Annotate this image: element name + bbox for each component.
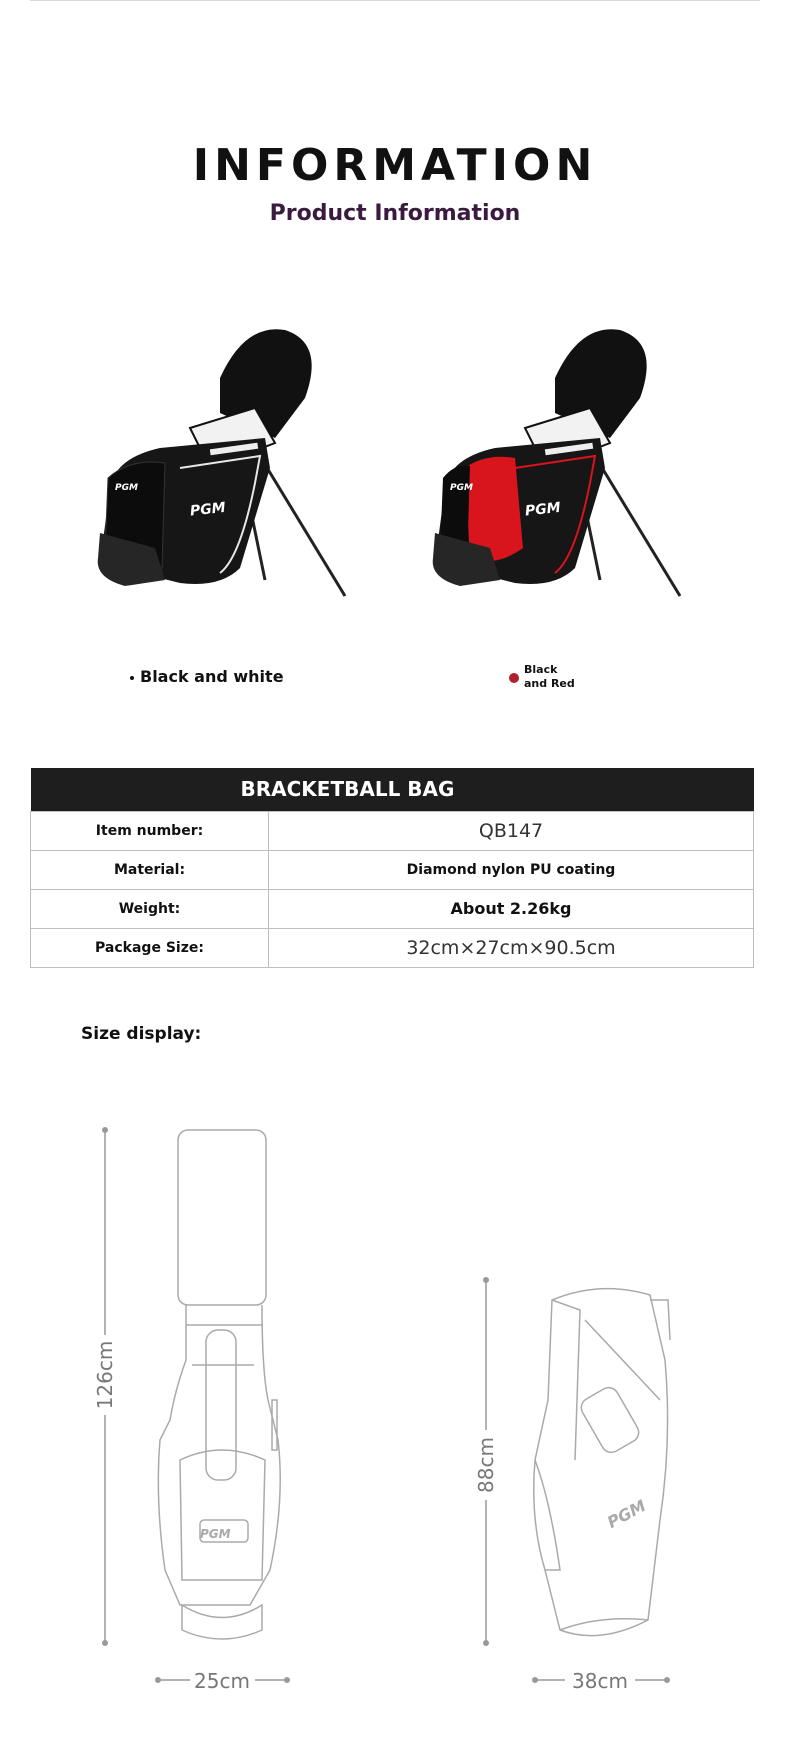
spec-value: About 2.26kg: [269, 889, 754, 928]
table-row: [31, 850, 754, 889]
side-width-label: 38cm: [572, 1669, 628, 1693]
golf-bag-black-red-image: [405, 318, 705, 618]
pgm-logo-outline: PGM: [200, 1527, 231, 1541]
pgm-logo-small: PGM: [450, 483, 473, 493]
spec-value: Diamond nylon PU coating: [269, 850, 754, 889]
side-height-dimension: [473, 1277, 499, 1646]
spec-value: QB147: [269, 811, 754, 850]
spec-value: 32cm×27cm×90.5cm: [269, 928, 754, 967]
size-display-heading: Size display:: [81, 1024, 202, 1044]
size-diagram: [0, 1100, 790, 1761]
pgm-logo-outline-side: PGM: [604, 1496, 649, 1532]
pgm-logo: PGM: [524, 499, 562, 520]
color-option-black-red: [524, 663, 575, 691]
spec-table: [30, 768, 754, 968]
page-title: INFORMATION: [192, 140, 598, 191]
side-width-dimension: [532, 1669, 670, 1693]
spec-key: Item number:: [31, 811, 269, 850]
bullet-dot-icon: [130, 676, 134, 680]
color-option-black-white: [130, 667, 284, 686]
front-height-label: 126cm: [93, 1340, 117, 1410]
front-width-label: 25cm: [194, 1669, 250, 1693]
color-option-label-line2: and Red: [524, 677, 575, 690]
side-height-label: 88cm: [474, 1437, 498, 1493]
pgm-logo-small: PGM: [115, 483, 138, 493]
front-height-dimension: [92, 1127, 118, 1646]
side-bag-outline: [534, 1289, 670, 1636]
color-option-label: Black and white: [140, 667, 284, 686]
golf-bag-black-white-image: [70, 318, 370, 618]
front-bag-outline: [158, 1130, 280, 1639]
red-swatch-dot: [509, 673, 519, 683]
front-width-dimension: [155, 1669, 290, 1693]
table-row: [31, 811, 754, 850]
color-option-label-line1: Black: [524, 663, 558, 676]
pgm-logo: PGM: [189, 499, 227, 520]
spec-key: Material:: [31, 850, 269, 889]
spec-key: Weight:: [31, 889, 269, 928]
top-divider: [30, 0, 760, 1]
table-row: [31, 889, 754, 928]
spec-key: Package Size:: [31, 928, 269, 967]
page-subtitle: Product Information: [269, 201, 521, 226]
spec-table-title: BRACKETBALL BAG: [31, 768, 754, 811]
table-row: [31, 928, 754, 967]
